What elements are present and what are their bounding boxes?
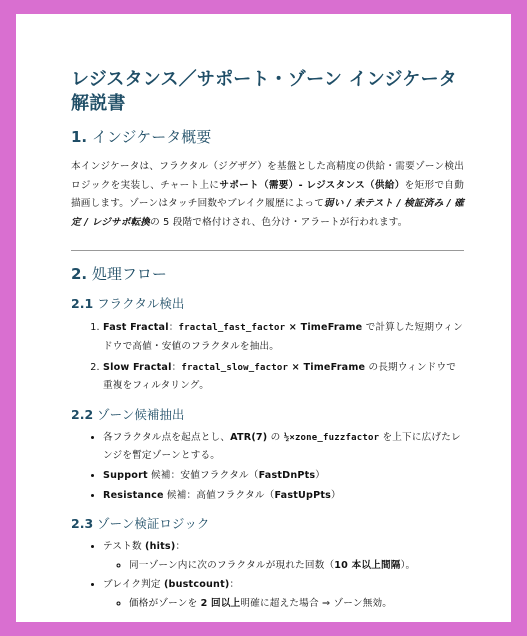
item-text: 価格がゾーンを (129, 597, 201, 609)
list-item (103, 429, 464, 466)
item-text: ） (315, 469, 326, 481)
item-bold: Support (103, 469, 148, 481)
document-title: レジスタンス／サポート・ゾーン インジケータ解説書 (71, 69, 457, 114)
item-bold: 2 回以上 (200, 597, 241, 609)
subsection-label: フラクタル検出 (97, 296, 185, 312)
overview-paragraph (71, 158, 464, 232)
item-text: の長期ウィンドウで重複をフィルタリング。 (103, 361, 457, 392)
overview-text-2: を矩形で自動描画します。ゾーンはタッチ回数やブレイク履歴によって (71, 179, 464, 210)
subsection-2-1-heading (71, 295, 464, 313)
subsection-label: ゾーン検証ロジック (97, 516, 210, 532)
section-1-heading (71, 126, 464, 148)
section-number: 1. (71, 128, 88, 146)
list-item (103, 487, 464, 506)
item-text: テスト数 (103, 541, 146, 553)
item-text: で計算した短期ウィンドウで高値・安値のフラクタルを抽出。 (103, 322, 463, 352)
item-bold: Resistance (103, 489, 164, 501)
list-item (129, 557, 464, 576)
item-text: ： (229, 579, 240, 591)
item-multiplier: × TimeFrame (288, 361, 366, 373)
section-label: インジケータ概要 (91, 128, 212, 146)
item-bold: 10 本以上間隔 (334, 559, 401, 571)
list-item (103, 538, 464, 575)
item-code: fractal_slow_factor (181, 362, 289, 373)
item-bold: FastUpPts (274, 489, 332, 501)
section-number: 2. (71, 265, 88, 284)
list-item (103, 319, 464, 356)
subsection-2-3-heading (71, 515, 464, 533)
item-text: 各フラクタル点を起点とし、 (103, 431, 231, 443)
item-separator: ： (171, 361, 182, 373)
item-bold: FastDnPts (258, 469, 316, 481)
item-code: ½×zone_fuzzfactor (283, 432, 380, 443)
item-name: Slow Fractal (103, 361, 172, 373)
item-name: Fast Fractal (103, 322, 169, 334)
list-item (103, 467, 464, 486)
item-text: ） (331, 489, 341, 501)
subsection-2-2-heading (71, 406, 464, 424)
item-text: ： (175, 541, 186, 553)
sub-list (103, 557, 464, 576)
subsection-label: ゾーン候補抽出 (97, 406, 185, 422)
zone-validation-list (71, 538, 464, 613)
item-text: 明確に超えた場合 ⇒ ゾーン無効。 (240, 597, 393, 609)
subsection-number: 2.3 (71, 516, 94, 532)
item-code: fractal_fast_factor (178, 323, 286, 334)
overview-bold-text: サポート（需要）- レジスタンス（供給） (219, 179, 405, 191)
item-text: 候補：安値フラクタル（ (147, 469, 259, 481)
item-text: の (267, 431, 284, 443)
item-text: を上下に広げたレンジを暫定ゾーンとする。 (103, 431, 461, 462)
overview-text-3: の 5 段階で格付けされ、色分け・アラートが行われます。 (150, 216, 408, 228)
section-2-heading (71, 263, 464, 285)
item-text: 候補：高値フラクタル（ (163, 489, 275, 501)
fractal-steps-list (71, 319, 464, 395)
subsection-number: 2.1 (71, 296, 94, 312)
list-item (103, 359, 464, 396)
overview-bold-italic-text: 弱い / 未テスト / 検証済み / 確定 / レジサポ転換 (71, 198, 465, 228)
list-item (129, 595, 464, 614)
sub-list (103, 595, 464, 614)
list-item (103, 576, 464, 613)
item-text: ）。 (400, 559, 416, 571)
section-divider (71, 250, 464, 251)
item-bold: (hits) (145, 541, 176, 553)
item-text: ブレイク判定 (103, 579, 164, 591)
document-page (16, 14, 511, 622)
section-label: 処理フロー (91, 265, 167, 284)
item-text: 同一ゾーン内に次のフラクタルが現れた回数（ (129, 559, 335, 571)
item-bold: ATR(7) (230, 431, 268, 443)
item-separator: ： (168, 322, 179, 334)
item-multiplier: × TimeFrame (285, 322, 363, 334)
subsection-number: 2.2 (71, 406, 94, 422)
item-bold: (bustcount) (163, 579, 230, 591)
zone-candidate-list (71, 429, 464, 505)
overview-text-1: 本インジケータは、フラクタル（ジグザグ）を基盤とした高精度の供給・需要ゾーン検出ロジックを実装し、チャート上に (71, 161, 464, 191)
